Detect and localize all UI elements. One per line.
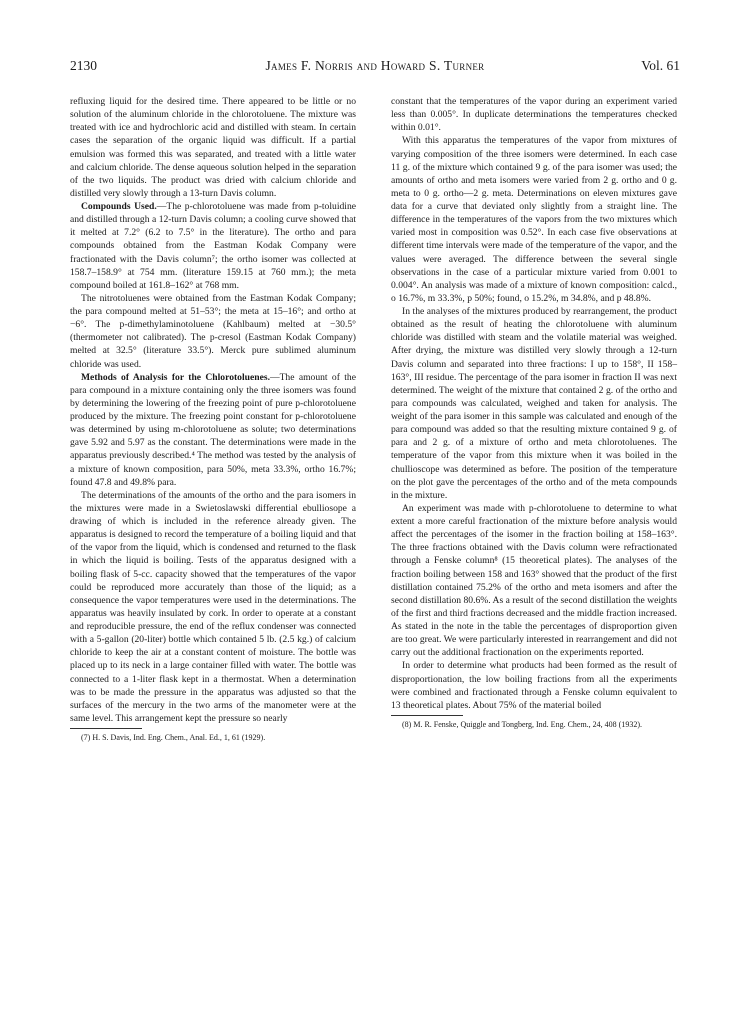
paragraph-text: —The p-chlorotoluene was made from p-toluidine and distilled through a 12-turn Davis column; a cooling curve showed that it melted at 7.2° (6.2 to 7.5° in the literature). The ortho and para compounds obtained from the Eastman Kodak Company were fractionated with the Davis column⁷; the ortho isomer was collected at 158.7–158.9° at 754 mm. (literature 159.15 at 760 mm.); the meta compound boiled at 161.8–162° at 768 mm. <box>70 201 356 291</box>
volume-number: Vol. 61 <box>641 58 680 73</box>
running-header <box>70 58 680 78</box>
paragraph: constant that the temperatures of the vapor during an experiment varied less than 0.005°. In duplicate determinations the temperatures checked within 0.01°. <box>391 96 677 134</box>
footnote-divider <box>391 715 463 716</box>
footnote: (8) M. R. Fenske, Quiggle and Tongberg, Ind. Eng. Chem., 24, 408 (1932). <box>402 719 643 729</box>
paragraph-methods <box>70 371 356 489</box>
paragraph: The nitrotoluenes were obtained from the Eastman Kodak Company; the para compound melted at 51–53°; the meta at 15–16°; and ortho at −6°. The p-dimethylaminotoluene (Kahlbaum) melted at −30.5° (thermometer not calibrated). The p-cresol (Eastman Kodak Company) melted at 32.5° (literature 33.5°). Merck pure sublimed aluminum chloride was used. <box>70 292 356 370</box>
left-column <box>70 95 356 743</box>
paragraph: With this apparatus the temperatures of the vapor from mixtures of varying composition of the three isomers were determined. In each case 11 g. of the mixture which contained 9 g. of the para isomer was used; the amounts of ortho and meta isomers were varied from 2 g. ortho and 0 g. meta to 0 g. ortho—2 g. meta. Determinations on eleven mixtures gave data for a curve that deviated only slightly from a straight line. The difference in the temperatures of the vapors from the two mixtures which varied most in composition was 0.52°. In each case five observations at different time intervals were made of the temperature of the vapor, and the values were averaged. The difference between the several single observations in the case of a particular mixture varied from 0.001 to 0.004°. An analysis was made of a mixture of known composition: calcd., o 16.7%, m 33.3%, p 50%; found, o 15.2%, m 34.8%, and p 48.8%. <box>391 135 677 304</box>
paragraph: An experiment was made with p-chlorotoluene to determine to what extent a more careful fractionation of the mixture before analysis would affect the percentages of the isomer in the fraction boiling at 158–163°. The three fractions obtained with the Davis column were refractionated through a Fenske column⁸ (15 theoretical plates). The analyses of the fraction boiling between 158 and 163° showed that the product of the first distillation contained 75.2% of the ortho and meta isomers and after the second distillation 80.6%. As a result of the second distillation the weights of the first and third fractions decreased and the middle fraction increased. As stated in the note in the table the percentages of disproportion given are too great. We were particularly interested in rearrangement and did not carry out the additional fractionation on the experiments reported. <box>391 502 677 659</box>
paragraph: In the analyses of the mixtures produced by rearrangement, the product obtained as the result of heating the chlorotoluene with aluminum chloride was distilled with steam and the volatile material was weighed. After drying, the mixture was distilled very slowly through a 12-turn Davis column and separated into three fractions: I up to 158°, II 158–163°, III residue. The percentage of the para isomer in fraction II was next determined. The weight of the mixture that contained 2 g. of the ortho and para compounds was calculated, weighed and taken for analysis. The weight of the para isomer in this sample was calculated and enough of the para compound was added so that the resulting mixture contained 9 g. of para and 2 g. of a mixture of ortho and meta chlorotoluenes. The temperature of the vapor from this mixture when it was boiled in the chullioscope was determined as before. The position of the temperature on the plot gave the percentages of the ortho and of the meta compounds in the mixture. <box>391 306 677 501</box>
footnote: (7) H. S. Davis, Ind. Eng. Chem., Anal. Ed., 1, 61 (1929). <box>81 733 266 742</box>
paragraph-compounds-used <box>70 200 356 292</box>
right-column <box>391 95 677 730</box>
page-number: 2130 <box>70 58 97 73</box>
paragraph-text: —The amount of the para compound in a mixture containing only the three isomers was found by determining the lowering of the freezing point of pure p-chlorotoluene produced by the mixture. The freezing point constant for p-chlorotoluene was determined by using m-chlorotoluene as solute; two determinations gave 5.92 and 5.97 as the constant. The determinations were made in the apparatus previously described.⁴ The method was tested by the analysis of a mixture of known composition, para 50%, meta 33.3%, ortho 16.7%; found 47.8 and 49.8% para. <box>70 371 356 488</box>
paragraph: In order to determine what products had been formed as the result of disproportionation, the low boiling fractions from all the experiments were combined and fractionated through a Fenske column equivalent to 13 theoretical plates. About 75% of the material boiled <box>391 660 677 711</box>
section-heading: Methods of Analysis for the Chlorotoluenes. <box>81 371 270 383</box>
paragraph: The determinations of the amounts of the ortho and the para isomers in the mixtures were made in a Swietoslawski differential ebulliosope a drawing of which is included in the reference already given. The apparatus is designed to record the temperature of a boiling liquid and that of the vapor from the liquid, which is condensed and returned to the flask in which the liquid is boiling. Tests of the apparatus designed with a boiling flask of 5-cc. capacity showed that the temperatures of the vapor could be reproduced more accurately than those of the liquid; as a consequence the vapor temperatures were used in the determinations. The apparatus was heavily insulated by cork. In order to operate at a constant and reproducible pressure, the end of the reflux condenser was connected with a 5-gallon (20-liter) bottle which contained 5 lb. (2.5 kg.) of calcium chloride to keep the air at a constant content of moisture. The bottle was placed up to its neck in a large container filled with water. The bottle was connected to a 1-liter flask kept in a thermostat. When a determination was to be made the pressure in the apparatus was adjusted so that the surfaces of the mercury in the two arms of the manometer were at the same level. This arrangement kept the pressure so nearly <box>70 489 356 724</box>
footnote-divider <box>70 728 142 729</box>
paragraph: refluxing liquid for the desired time. There appeared to be little or no solution of the aluminum chloride in the chlorotoluene. The mixture was treated with ice and hydrochloric acid and distilled with steam. In certain cases the separation of the organic liquid was difficult. If a partial emulsion was formed this was separated, and treated with a little water and calcium chloride. The dense aqueous solution helped in the separation of the two liquids. The product was dried with calcium chloride and distilled very slowly through a 13-turn Davis column. <box>70 96 356 199</box>
section-heading: Compounds Used. <box>81 201 157 212</box>
running-title: James F. Norris and Howard S. Turner <box>265 58 485 73</box>
